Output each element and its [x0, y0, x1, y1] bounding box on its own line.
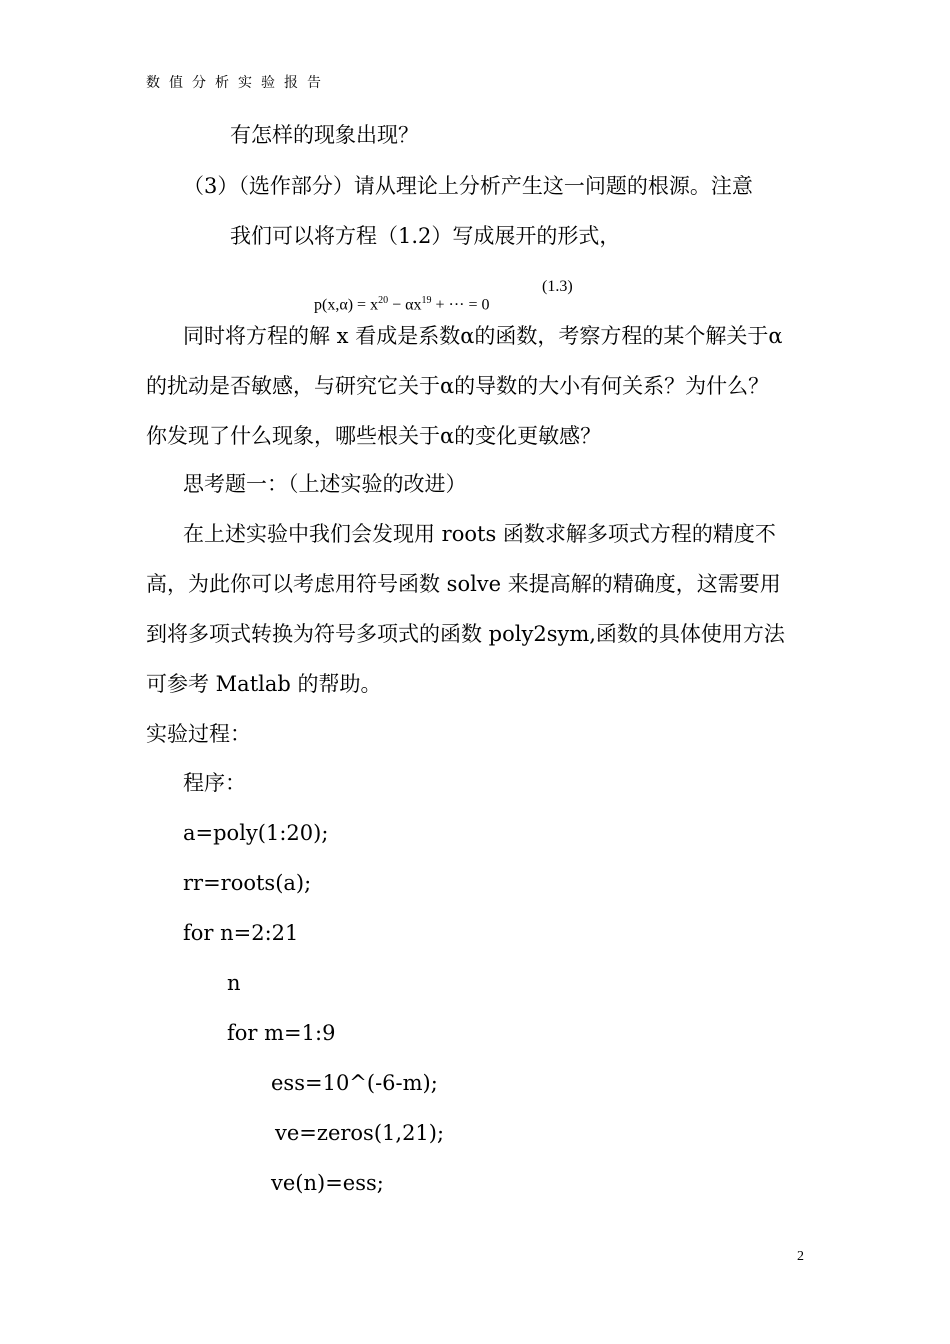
equation-rhs: + ··· = 0: [431, 296, 490, 314]
equation-number: (1.3): [542, 278, 573, 295]
text-line-6: 你发现了什么现象，哪些根关于α的变化更敏感？: [146, 424, 602, 448]
text-line-8: 在上述实验中我们会发现用 roots 函数求解多项式方程的精度不: [183, 522, 776, 546]
text-line-13: 程序：: [183, 771, 246, 795]
text-line-4: 同时将方程的解 x 看成是系数α的函数，考察方程的某个解关于α: [183, 324, 783, 348]
equation-exp-19: 19: [421, 295, 432, 306]
text-line-3: 我们可以将方程（1.2）写成展开的形式，: [230, 224, 621, 248]
text-line-11: 可参考 Matlab 的帮助。: [146, 672, 382, 696]
code-line-8: ve(n)=ess;: [271, 1171, 384, 1195]
code-line-6: ess=10^(-6-m);: [271, 1071, 438, 1095]
text-line-10: 到将多项式转换为符号多项式的函数 poly2sym,函数的具体使用方法: [146, 622, 785, 646]
equation-exp-20: 20: [378, 295, 389, 306]
equation-mid: − αx: [388, 296, 422, 314]
text-line-5: 的扰动是否敏感，与研究它关于α的导数的大小有何关系？为什么？: [146, 374, 770, 398]
running-header: 数值分析实验报告: [146, 75, 330, 91]
code-line-4: n: [227, 971, 241, 995]
page-number: 2: [797, 1249, 804, 1264]
text-line-7: 思考题一：（上述实验的改进）: [183, 472, 467, 496]
code-line-2: rr=roots(a);: [183, 871, 312, 895]
code-line-5: for m=1:9: [227, 1021, 336, 1045]
text-line-1: 有怎样的现象出现？: [230, 123, 419, 147]
code-line-7: ve=zeros(1,21);: [275, 1121, 445, 1145]
text-line-2: （3）（选作部分）请从理论上分析产生这一问题的根源。注意: [183, 174, 753, 198]
text-line-12: 实验过程：: [146, 722, 251, 746]
equation-1-3: [306, 277, 490, 314]
equation-lhs: p(x,α) = x: [314, 296, 379, 314]
code-line-1: a=poly(1:20);: [183, 821, 329, 845]
text-line-9: 高，为此你可以考虑用符号函数 solve 来提高解的精确度，这需要用: [146, 572, 781, 596]
code-line-3: for n=2:21: [183, 921, 299, 945]
